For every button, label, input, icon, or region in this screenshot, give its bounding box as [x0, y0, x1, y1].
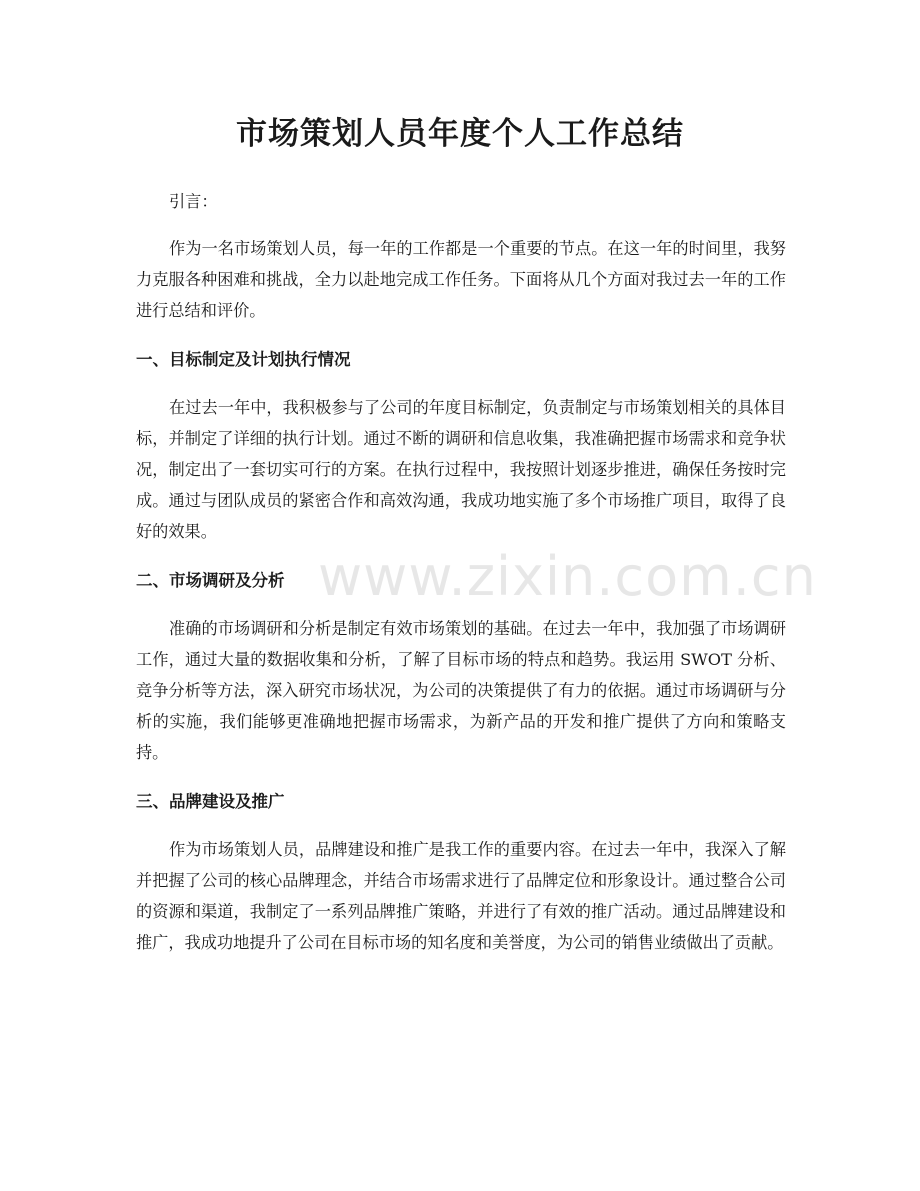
- section-heading-2: 二、市场调研及分析: [136, 571, 285, 590]
- intro-label: 引言：: [169, 192, 218, 211]
- intro-paragraph: 作为一名市场策划人员，每一年的工作都是一个重要的节点。在这一年的时间里，我努力克服各种困难和挑战，全力以赴地完成工作任务。下面将从几个方面对我过去一年的工作进行总结和评价。: [136, 239, 786, 320]
- section-paragraph-2: 准确的市场调研和分析是制定有效市场策划的基础。在过去一年中，我加强了市场调研工作，通过大量的数据收集和分析，了解了目标市场的特点和趋势。我运用 SWOT 分析、竞争分析等方法，深入研究市场状况，为公司的决策提供了有力的依据。通过市场调研与分析的实施，我们能够更准确地把握市场需求，为新产品的开发和推广提供了方向和策略支持。: [136, 619, 786, 762]
- section-paragraph-1: 在过去一年中，我积极参与了公司的年度目标制定，负责制定与市场策划相关的具体目标，并制定了详细的执行计划。通过不断的调研和信息收集，我准确把握市场需求和竞争状况，制定出了一套切实可行的方案。在执行过程中，我按照计划逐步推进，确保任务按时完成。通过与团队成员的紧密合作和高效沟通，我成功地实施了多个市场推广项目，取得了良好的效果。: [136, 398, 786, 541]
- section-heading-3: 三、品牌建设及推广: [136, 792, 285, 811]
- watermark: www.zixin.com.cn: [318, 545, 817, 608]
- section-paragraph-3: 作为市场策划人员，品牌建设和推广是我工作的重要内容。在过去一年中，我深入了解并把握了公司的核心品牌理念，并结合市场需求进行了品牌定位和形象设计。通过整合公司的资源和渠道，我制定了一系列品牌推广策略，并进行了有效的推广活动。通过品牌建设和推广，我成功地提升了公司在目标市场的知名度和美誉度，为公司的销售业绩做出了贡献。: [136, 840, 786, 952]
- document-body: [136, 186, 786, 958]
- document-title: 市场策划人员年度个人工作总结: [236, 116, 684, 152]
- section-heading-1: 一、目标制定及计划执行情况: [136, 350, 351, 369]
